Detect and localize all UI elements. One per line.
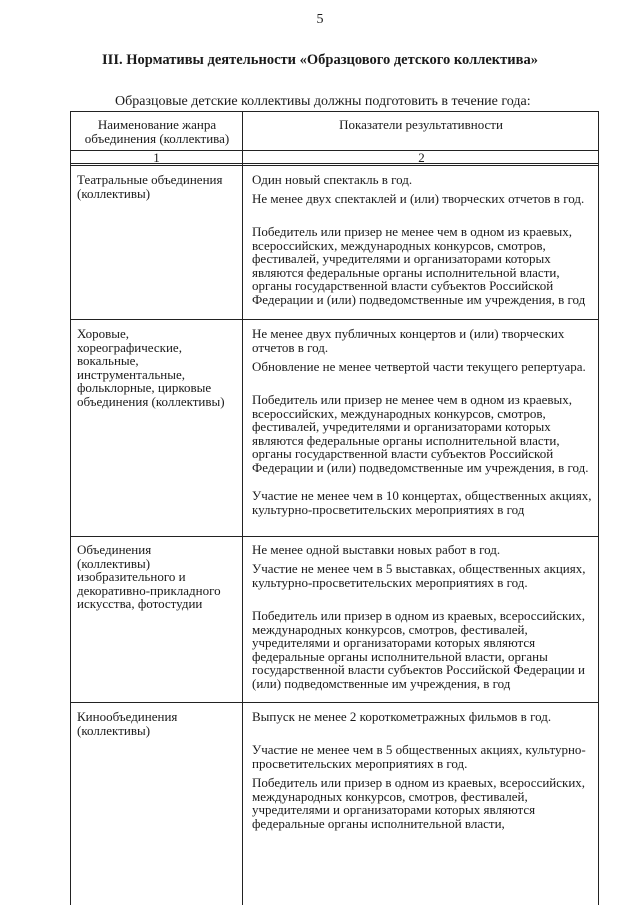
indicator: Победитель или призер не менее чем в одном из краевых, всероссийских, международных конкурсов, смотров, фестивалей, учредителями и организаторами которых являются федеральные органы исполнительной власти, органы государственной власти субъектов Российской Федерации и (или) подведомственные им учреждения, в год. bbox=[252, 392, 589, 475]
indicator: Выпуск не менее 2 короткометражных фильмов в год. bbox=[252, 709, 552, 724]
indicator: Один новый спектакль в год. bbox=[252, 172, 413, 187]
indicator: Победитель или призер в одном из краевых, всероссийских, международных конкурсов, смотров, фестивалей, учредителями и организаторами которых являются федеральные органы исполнительной власти, bbox=[252, 775, 586, 831]
indicator: Участие не менее чем в 5 общественных акциях, культурно-просветительских мероприятиях в год. bbox=[252, 742, 586, 771]
indicator: Не менее двух публичных концертов и (или) творческих отчетов в год. bbox=[252, 326, 565, 355]
indicator: Победитель или призер в одном из краевых, всероссийских, международных конкурсов, смотров, фестивалей, учредителями и организаторами которых являются федеральные органы исполнительной власти, органы государственной власти субъектов Российской Федерации и (или) подведомственные им учреждения, в год bbox=[252, 608, 586, 691]
row-divider bbox=[71, 702, 598, 703]
genre-cell: Хоровые, хореографические, вокальные, инструментальные, фольклорные, цирковые объединения (коллективы) bbox=[77, 326, 225, 409]
norms-table bbox=[70, 111, 599, 905]
page-number: 5 bbox=[316, 12, 324, 27]
row-divider bbox=[71, 319, 598, 320]
column-number-2: 2 bbox=[418, 150, 425, 165]
column-number-1: 1 bbox=[153, 150, 160, 165]
indicator: Не менее одной выставки новых работ в год. bbox=[252, 542, 501, 557]
column-header-genre: Наименование жанра объединения (коллектива) bbox=[84, 117, 230, 146]
numbering-divider bbox=[71, 163, 598, 166]
genre-cell: Кинообъединения (коллективы) bbox=[77, 709, 178, 738]
indicator: Обновление не менее четвертой части текущего репертуара. bbox=[252, 359, 586, 374]
intro-text: Образцовые детские коллективы должны подготовить в течение года: bbox=[115, 94, 531, 109]
genre-cell: Театральные объединения (коллективы) bbox=[77, 172, 223, 201]
row-divider bbox=[71, 536, 598, 537]
indicator: Участие не менее чем в 5 выставках, общественных акциях, культурно-просветительских мероприятиях в год. bbox=[252, 561, 586, 590]
column-divider bbox=[242, 112, 243, 905]
section-heading: III. Нормативы деятельности «Образцового детского коллектива» bbox=[102, 52, 538, 68]
indicator: Участие не менее чем в 10 концертах, общественных акциях, культурно-просветительских мероприятиях в год bbox=[252, 488, 592, 517]
column-header-indicators: Показатели результативности bbox=[339, 117, 503, 132]
genre-cell: Объединения (коллективы) изобразительного и декоративно-прикладного искусства, фотостудии bbox=[77, 542, 221, 611]
indicator: Победитель или призер не менее чем в одном из краевых, всероссийских, международных конкурсов, смотров, фестивалей, учредителями и организаторами которых являются федеральные органы исполнительной власти, органы государственной власти субъектов Российской Федерации и (или) подведомственные им учреждения, в год bbox=[252, 224, 586, 307]
indicator: Не менее двух спектаклей и (или) творческих отчетов в год. bbox=[252, 191, 585, 206]
